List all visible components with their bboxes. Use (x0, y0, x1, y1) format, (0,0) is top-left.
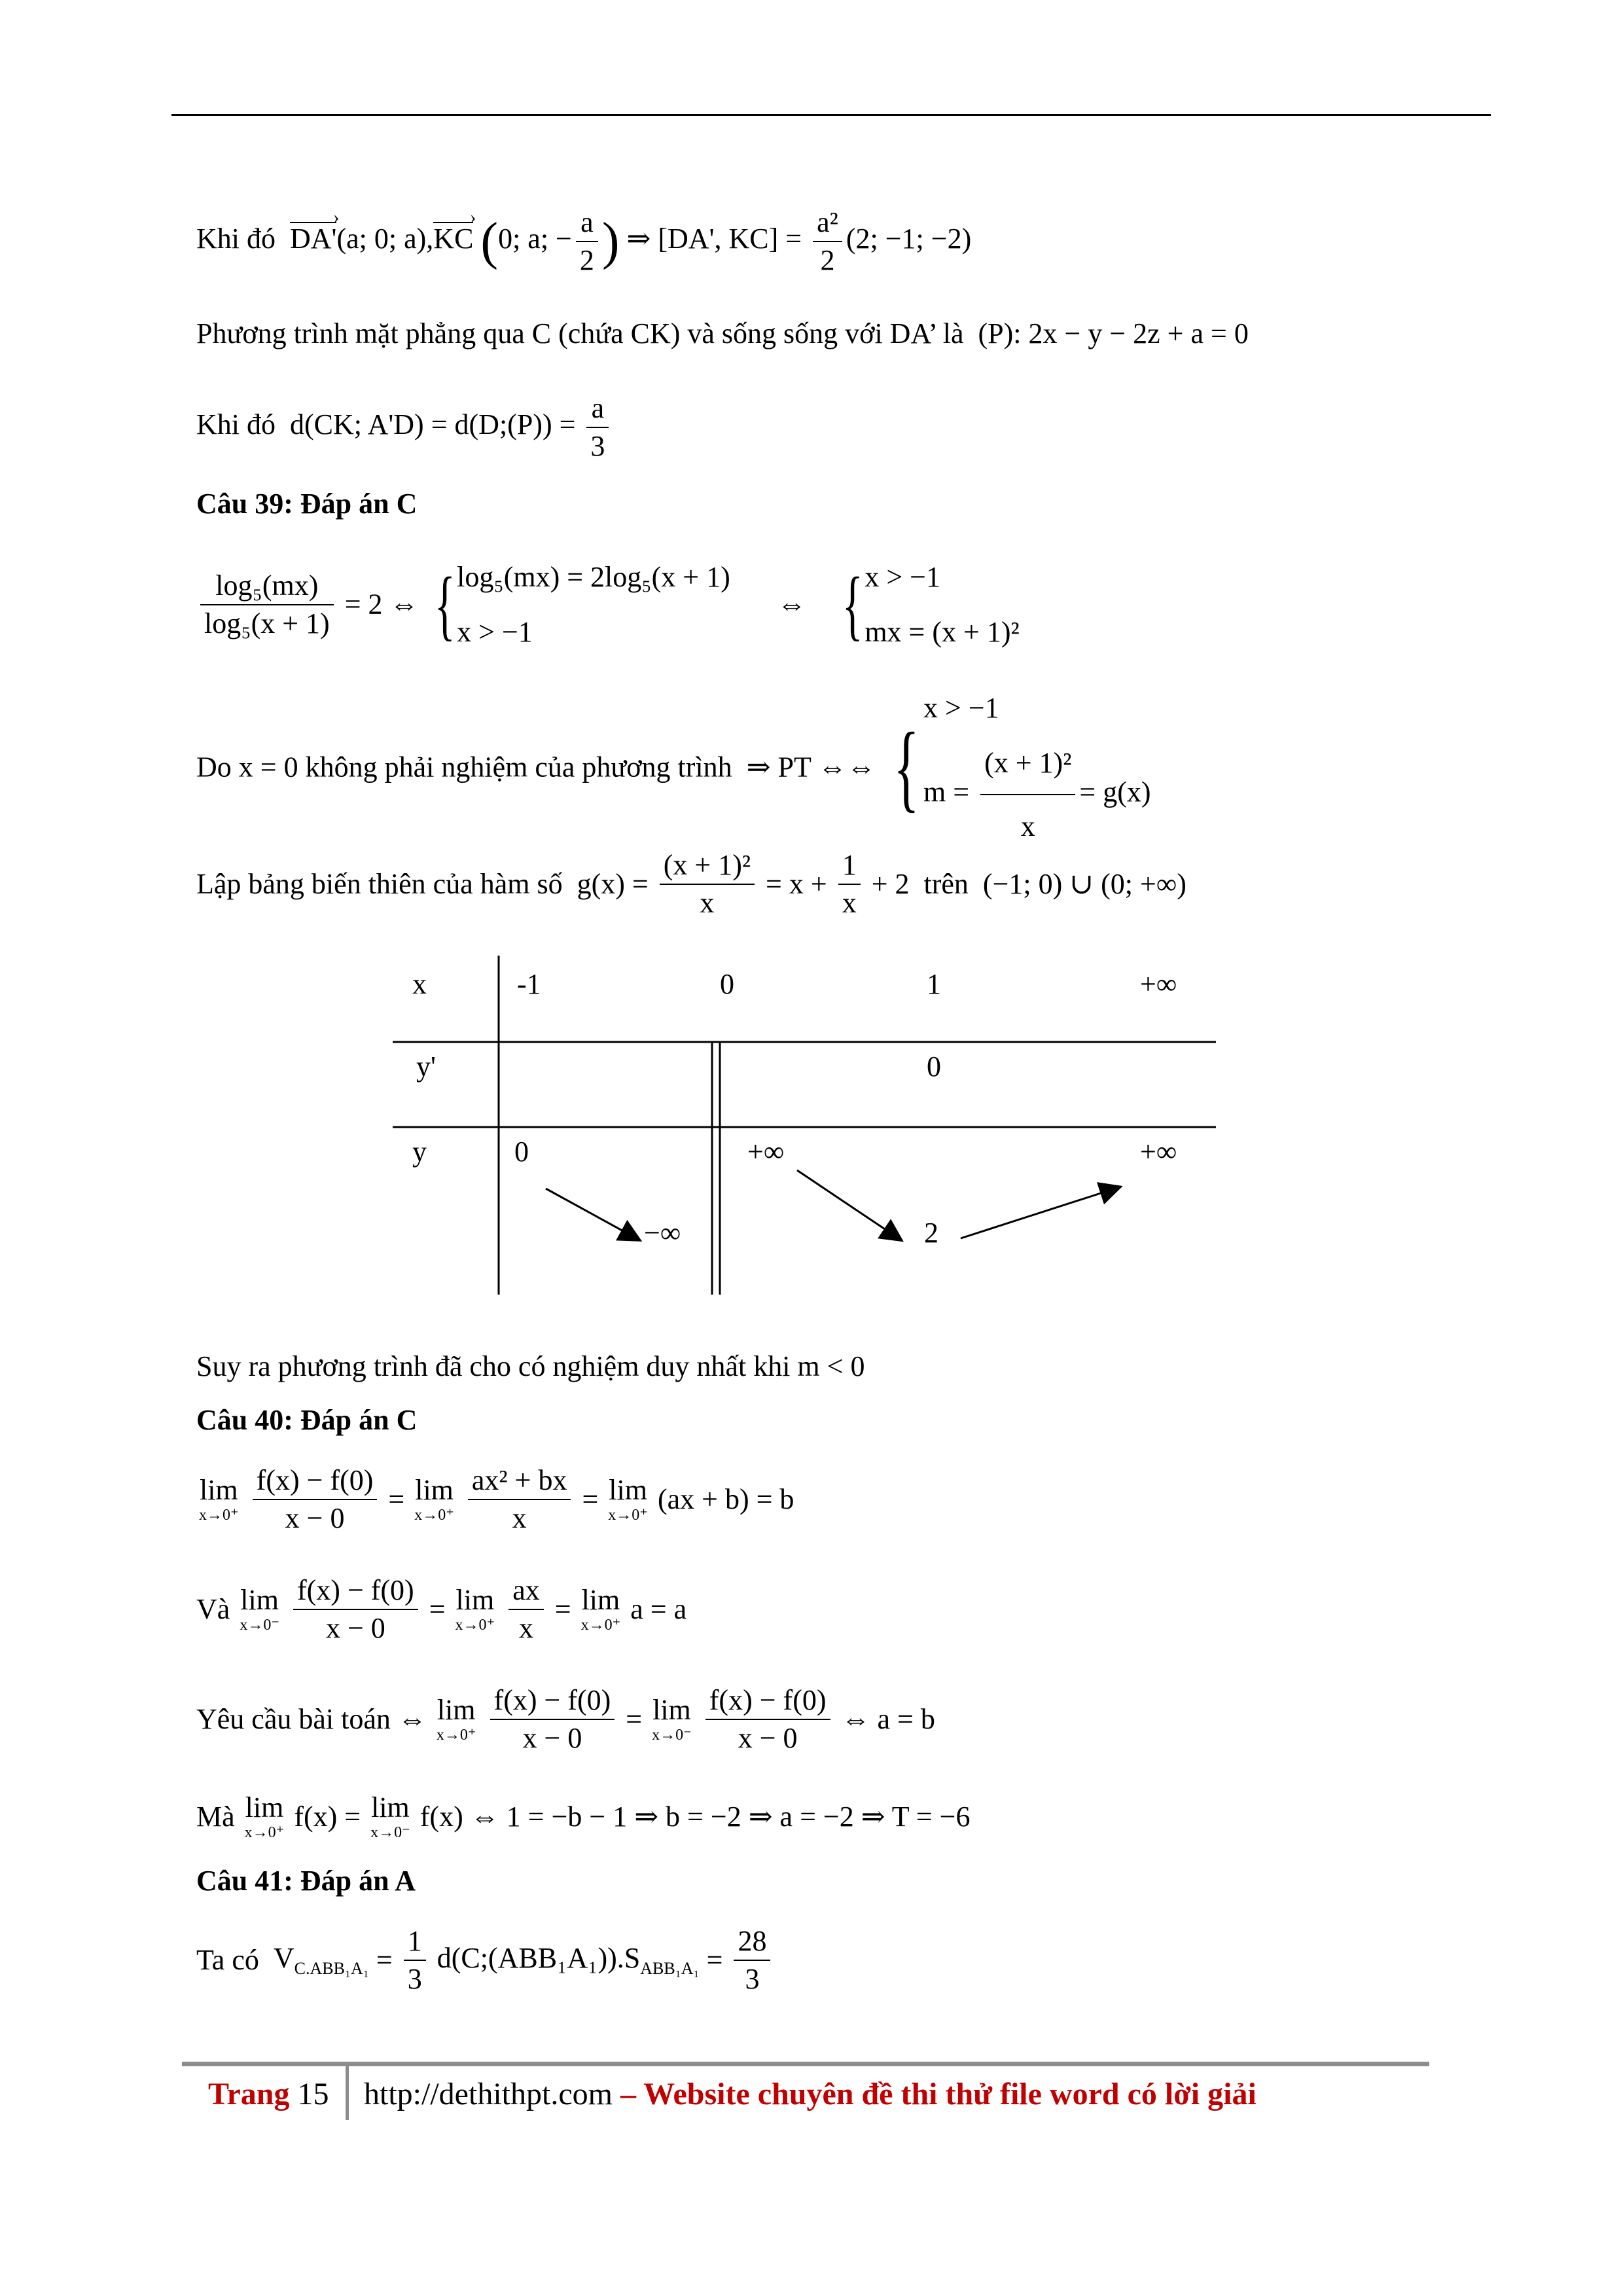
text: Phương trình mặt phẳng qua C (chứa CK) và sống sống với DA’ là (196, 317, 964, 350)
frac-den: log₅(x + 1) (204, 607, 330, 639)
eq: = (388, 1483, 405, 1515)
table-y-value: −∞ (644, 1217, 681, 1249)
coords-kc: 0; a; − (498, 223, 572, 255)
eq: = (554, 1593, 571, 1625)
text: Do x = 0 không phải nghiệm của phương trình (196, 751, 732, 783)
q40-eq4 (196, 1793, 971, 1840)
vector-da: DA' › (290, 222, 336, 253)
frac-den: x (700, 887, 715, 919)
text: = x + (766, 868, 827, 900)
frac-num: (x + 1)² (980, 736, 1075, 796)
table-y-value: 0 (514, 1136, 529, 1168)
frac-num: (x + 1)² (660, 851, 755, 885)
lim-sub: x→0⁺ (414, 1507, 454, 1524)
frac-den: x − 0 (738, 1722, 798, 1754)
heading-q39: Câu 39: Đáp án C (196, 488, 418, 520)
table-x-value: 0 (720, 968, 734, 1000)
lim: lim (609, 1474, 647, 1506)
footer-divider (346, 2066, 349, 2120)
eq: = (429, 1593, 446, 1625)
q40-eq1 (196, 1466, 794, 1533)
result: ⇔ 1 = −b − 1 ⇒ b = −2 ⇒ a = −2 ⇒ T = −6 (470, 1801, 971, 1833)
table-x-value: 1 (927, 968, 941, 1000)
result: (ax + b) = b (657, 1483, 794, 1515)
frac-num: a (576, 208, 598, 242)
eq: = 2 ⇔ (344, 588, 419, 620)
text: Khi đó (196, 408, 276, 441)
table-y-value: +∞ (1140, 1136, 1177, 1168)
text: trên (923, 868, 969, 900)
arrow-down-2 (797, 1170, 901, 1240)
table-y-label: y (412, 1136, 427, 1168)
frac-den: 3 (590, 430, 605, 462)
sub: C.ABB₁A₁ (294, 1958, 369, 1978)
footer-link (364, 2076, 1257, 2112)
lim: lim (199, 1474, 238, 1506)
m: m = (923, 776, 970, 808)
line-distance (196, 394, 613, 461)
text: Khi đó (196, 223, 276, 255)
lim-sub: x→0⁻ (370, 1824, 410, 1841)
site-url[interactable]: http://dethithpt.com (364, 2077, 613, 2111)
footer-rule (182, 2062, 1429, 2066)
eq: = (626, 1703, 643, 1735)
fx: f(x) (419, 1801, 463, 1833)
frac-num: f(x) − f(0) (293, 1576, 418, 1610)
table-yprime-label: y' (416, 1050, 436, 1083)
frac-num: f(x) − f(0) (253, 1466, 378, 1500)
header-rule (171, 114, 1491, 116)
sys-line: x > −1 (865, 561, 940, 593)
iff: ⇔ (777, 588, 806, 620)
g: g(x) = (577, 868, 649, 900)
frac-den: x (842, 887, 857, 919)
lim: lim (437, 1694, 476, 1726)
vector-kc: KC › (433, 222, 473, 253)
q39-do-line: Do x = 0 không phải nghiệm của phương trình ⇒ PT ⇔⇔ { x > −1 m = $\frac{\text{(x + 1)²}}{x}$ = g(x) (196, 681, 1151, 854)
frac-num: log₅(mx) (200, 571, 334, 605)
lim-sub: x→0⁻ (652, 1727, 692, 1744)
frac-num: ax (508, 1576, 544, 1610)
lim-sub: x→0⁺ (244, 1824, 285, 1841)
heading-q41: Câu 41: Đáp án A (196, 1865, 416, 1897)
lim-sub: x→0⁺ (455, 1617, 495, 1634)
frac-num: a² (813, 208, 842, 242)
text: + 2 (871, 868, 910, 900)
arrow-up (961, 1187, 1119, 1238)
frac-den: 2 (579, 244, 594, 276)
table-x-label: x (412, 968, 427, 1000)
site-tagline: – Website chuyên đề thi thử file word có lời giải (612, 2077, 1257, 2111)
eq: = (376, 1944, 393, 1976)
frac-den: x − 0 (285, 1502, 345, 1534)
result: a = a (630, 1593, 687, 1625)
lim-sub: x→0⁺ (199, 1507, 239, 1524)
frac-num: a (586, 394, 609, 428)
line-plane (196, 319, 1249, 348)
lim-sub: x→0⁻ (240, 1617, 279, 1634)
implies: ⇒ PT ⇔⇔ (746, 751, 876, 783)
q39-lap-line (196, 851, 1186, 918)
q40-eq2 (196, 1576, 687, 1643)
g-of-x: = g(x) (1079, 776, 1151, 808)
fx: f(x) = (294, 1801, 361, 1833)
table-lines (393, 956, 1230, 1296)
domain: (−1; 0) ∪ (0; +∞) (982, 868, 1186, 900)
q39-equation: $\frac{\text{log₅(mx)}}{\text{log₅(x + 1)}}$ = 2 ⇔ { log₅(mx) = 2log₅(x + 1) x > −1 ⇔ { x > −1 mx = (x + 1)² (196, 550, 1020, 659)
frac-den: x − 0 (325, 1612, 385, 1644)
text: Và (196, 1593, 230, 1625)
table-y-value: 2 (924, 1217, 938, 1249)
arrow-down-1 (546, 1189, 639, 1240)
table-x-value: -1 (517, 968, 541, 1000)
frac-num: 1 (838, 851, 861, 885)
q40-eq3 (196, 1686, 935, 1753)
text: Ta có (196, 1944, 259, 1976)
frac-den: x (1020, 810, 1035, 843)
result: (2; −1; −2) (846, 223, 972, 255)
eq: = (706, 1944, 723, 1976)
table-yprime-value: 0 (927, 1050, 941, 1083)
sys-line: mx = (x + 1)² (865, 615, 1020, 648)
lim: lim (652, 1694, 691, 1726)
frac-den: x (518, 1612, 533, 1644)
lim: lim (455, 1584, 495, 1616)
lim-sub: x→0⁺ (436, 1727, 476, 1744)
eq: = (582, 1483, 599, 1515)
q41-volume (196, 1927, 774, 1994)
page-number: 15 (297, 2077, 329, 2111)
frac-den: x − 0 (522, 1722, 582, 1754)
lim: lim (371, 1791, 410, 1823)
sys-line: log₅(mx) = 2log₅(x + 1) (457, 561, 730, 593)
implies: ⇒ (626, 223, 651, 255)
text: Mà (196, 1801, 235, 1833)
d-part: d(C;(ABB₁A₁)).S (437, 1941, 641, 1974)
line-vectors: Khi đó DA' ›(a; 0; a),KC › (0; a; − $\frac{a}{2}$ ) ⇒ [DA', KC] = $\frac{\text{a²}}{2}$ (2; −1; −2) (196, 208, 971, 275)
text: Yêu cầu bài toán ⇔ (196, 1703, 427, 1735)
frac-den: 3 (407, 1963, 422, 1995)
lim-sub: x→0⁺ (580, 1617, 621, 1634)
lim: lim (245, 1791, 284, 1823)
frac-den: x (512, 1502, 527, 1534)
v: V (273, 1941, 294, 1974)
lim: lim (415, 1474, 454, 1506)
table-x-value: +∞ (1140, 968, 1177, 1000)
distance-eq: d(CK; A'D) = d(D;(P)) = (290, 408, 576, 441)
frac-num: 28 (734, 1927, 770, 1961)
sys-line: x > −1 (457, 615, 533, 648)
plane-equation: (P): 2x − y − 2z + a = 0 (978, 317, 1249, 350)
frac-den: 2 (820, 244, 835, 276)
heading-q40: Câu 40: Đáp án C (196, 1404, 418, 1436)
frac-num: f(x) − f(0) (705, 1686, 830, 1720)
sys-line: x > −1 (923, 692, 999, 724)
footer-page (208, 2076, 329, 2112)
lim-sub: x→0⁺ (608, 1507, 648, 1524)
q39-conclusion: Suy ra phương trình đã cho có nghiệm duy nhất khi m < 0 (196, 1350, 865, 1382)
lim: lim (240, 1584, 279, 1616)
table-y-value: +∞ (747, 1136, 785, 1168)
frac-den: 3 (745, 1963, 760, 1995)
page-label: Trang (208, 2077, 290, 2111)
frac-num: f(x) − f(0) (490, 1686, 615, 1720)
lim: lim (581, 1584, 620, 1616)
frac-num: ax² + bx (468, 1466, 571, 1500)
cross-product: [DA', KC] = (658, 223, 802, 255)
sub: ABB₁A₁ (640, 1958, 700, 1978)
text: Lập bảng biến thiên của hàm số (196, 868, 563, 900)
frac-num: 1 (404, 1927, 426, 1961)
coords-da: (a; 0; a), (336, 223, 434, 255)
result: ⇔ a = b (841, 1703, 935, 1735)
